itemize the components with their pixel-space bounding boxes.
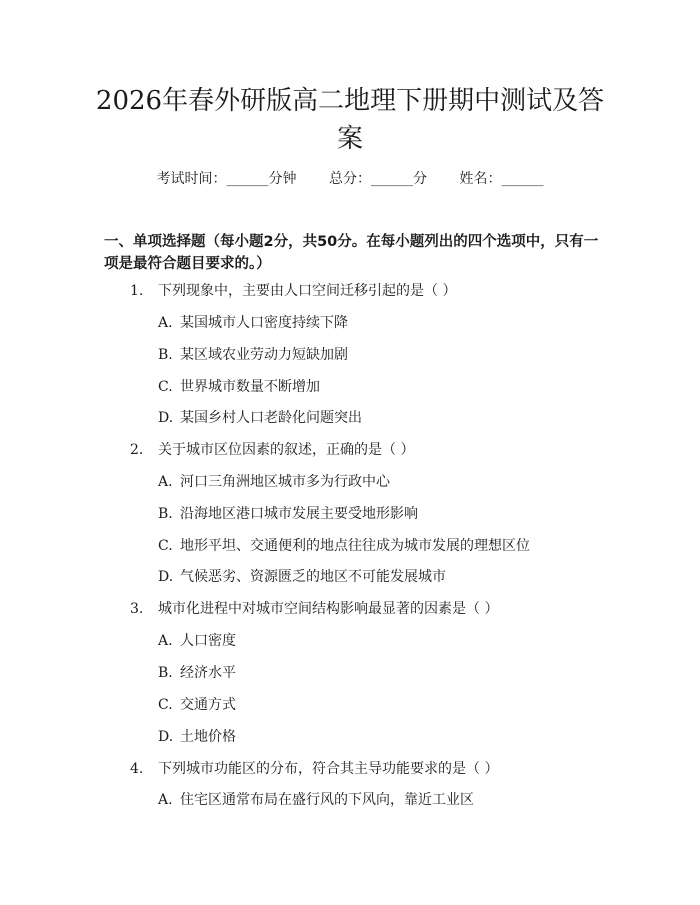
option-text: 住宅区通常布局在盛行风的下风向，靠近工业区 [180,792,474,808]
option-text: 某国乡村人口老龄化问题突出 [180,410,362,426]
option-letter: A. [158,633,173,649]
question-4-option-a [158,790,474,810]
question-2 [130,440,414,460]
section-heading: 一、单项选择题（每小题2分，共50分。在每小题列出的四个选项中，只有一项是最符合题目要求的。） [104,234,599,272]
option-text: 经济水平 [180,665,236,681]
question-2-option-d [158,567,446,587]
option-text: 地形平坦、交通便利的地点往往成为城市发展的理想区位 [180,538,530,554]
option-text: 世界城市数量不断增加 [180,379,320,395]
option-text: 河口三角洲地区城市多为行政中心 [180,474,390,490]
question-3-option-c [158,695,236,715]
option-letter: D. [158,569,174,585]
option-text: 人口密度 [180,633,236,649]
exam-meta [0,169,700,189]
question-1-option-d [158,408,362,428]
question-3 [130,599,498,619]
option-text: 某国城市人口密度持续下降 [180,315,348,331]
question-3-option-d [158,727,236,747]
option-letter: A. [158,792,173,808]
question-3-option-a [158,631,236,651]
question-number: 3. [130,601,144,617]
question-2-option-b [158,504,418,524]
option-letter: B. [158,665,173,681]
question-3-option-b [158,663,236,683]
total-score-field: 总分：______分 [329,171,427,187]
option-text: 土地价格 [180,729,236,745]
option-letter: A. [158,315,173,331]
question-text: 关于城市区位因素的叙述，正确的是（ ） [158,442,415,458]
option-text: 交通方式 [180,697,236,713]
question-text: 下列现象中，主要由人口空间迁移引起的是（ ） [158,283,457,299]
question-2-option-c [158,536,530,556]
question-2-option-a [158,472,390,492]
question-1-option-b [158,345,348,365]
option-letter: C. [158,379,173,395]
document-title: 2026年春外研版高二地理下册期中测试及答案 [95,86,605,154]
question-4 [130,759,498,779]
option-letter: C. [158,538,173,554]
option-text: 某区域农业劳动力短缺加剧 [180,347,348,363]
question-number: 4. [130,761,144,777]
option-letter: B. [158,506,173,522]
option-letter: C. [158,697,173,713]
option-text: 气候恶劣、资源匮乏的地区不可能发展城市 [180,569,446,585]
option-letter: B. [158,347,173,363]
question-number: 1. [130,283,144,299]
option-letter: D. [158,729,174,745]
name-field: 姓名：______ [459,171,544,187]
option-letter: A. [158,474,173,490]
question-1-option-a [158,313,348,333]
exam-time-field: 考试时间：______分钟 [156,171,297,187]
question-1 [130,281,456,301]
question-text: 城市化进程中对城市空间结构影响最显著的因素是（ ） [158,601,499,617]
option-text: 沿海地区港口城市发展主要受地形影响 [180,506,418,522]
question-1-option-c [158,377,320,397]
question-text: 下列城市功能区的分布，符合其主导功能要求的是（ ） [158,761,499,777]
question-number: 2. [130,442,144,458]
option-letter: D. [158,410,174,426]
